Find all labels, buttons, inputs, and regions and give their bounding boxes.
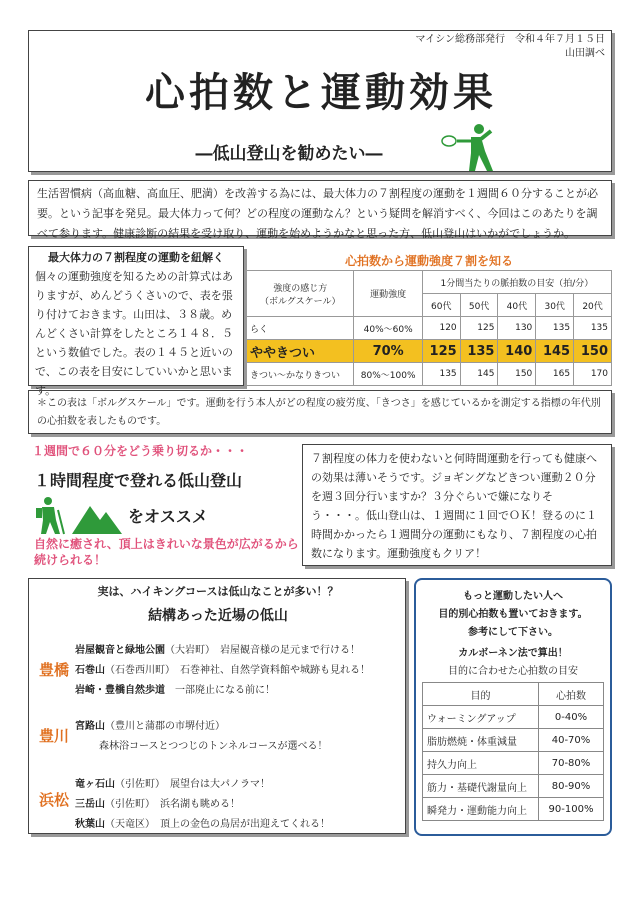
list-item: 竜ヶ石山（引佐町） 展望台は大パノラマ！ <box>75 779 270 790</box>
hr-table-title: 心拍数から運動強度７割を知る <box>344 254 513 268</box>
mountain-line1: １時間程度で登れる低山登山 <box>34 471 243 490</box>
city-label: 豊川 <box>39 727 70 745</box>
mountain-line2: をオススメ <box>128 507 208 526</box>
table-row <box>423 798 604 821</box>
method-label: カルボーネン法で算出！ <box>458 648 568 659</box>
list-item: 岩崎・豊橋自然歩道 一部廃止になる前に！ <box>75 685 275 696</box>
cell-goal: 瞬発力・運動能力向上 <box>423 798 539 821</box>
mountain-icon <box>72 506 122 534</box>
cell-rate: 80-90% <box>539 775 604 798</box>
hr-table <box>246 270 612 386</box>
intro-paragraph: 生活習慣病（高血糖、高血圧、肥満）を改善する為には、最大体力の７割程度の運動を１週間６０分することが必要。という記事を発見。最大体力って何？どの程度の運動なん？という疑問を解消すべく、今回はこのあたりを調べて参ります。健康診断の結果を受け取り、運動を始めようかなと思った方、低山登山はいかがでしょうか。 <box>28 180 612 236</box>
author: 山田調べ <box>565 48 605 59</box>
list-item: 秋葉山（天竜区） 頂上の金色の鳥居が出迎えてくれる！ <box>75 819 330 830</box>
cell-rate: 90-100% <box>539 798 604 821</box>
issue-date: マイシン総務部発行 令和４年７月１５日 <box>415 34 605 45</box>
cell-goal: 筋力・基礎代謝量向上 <box>423 775 539 798</box>
hiker-mountain-icons <box>34 496 124 536</box>
cell-bpm: 135 <box>422 363 460 386</box>
issuer-line <box>415 33 605 61</box>
mountain-tagline: 自然に癒され、頂上はきれいな景色が広がるから続けられる！ <box>34 537 299 567</box>
mountain-question: １週間で６０分をどう乗り切るか・・・ <box>32 444 249 458</box>
list-item: 宮路山（豊川と蒲郡の市堺付近） <box>75 721 225 732</box>
hikes-title: 結構あった近場の低山 <box>148 608 288 624</box>
cell-intensity: 40%～60% <box>354 317 422 340</box>
table-row <box>423 706 604 729</box>
cell-goal: ウォーミングアップ <box>423 706 539 729</box>
cell-intensity: 80%～100% <box>354 363 422 386</box>
more-intro: もっと運動したい人へ 目的別心拍数も置いておきます。 参考にして下さい。 <box>438 591 588 638</box>
cell-bpm: 135 <box>536 317 574 340</box>
more-exercise-box <box>414 578 612 836</box>
mountain-explanation: ７割程度の体力を使わないと何時間運動を行っても健康への効果は薄いそうです。ジョギングなどきつい運動２０分を週３回分行いますか？３分ぐらいで嫌になりそう・・・。低山登山は、１週間に１回でＯＫ！登るのに１時間かかったら１週間分の運動にもなり、７割程度の心拍数になります。運動強度もクリア！ <box>302 444 612 566</box>
list-item: 三岳山（引佐町） 浜名湖も眺める！ <box>75 799 240 810</box>
cell-rate: 0-40% <box>539 706 604 729</box>
table-row <box>423 683 604 706</box>
goal-table <box>422 682 604 821</box>
table-row <box>247 271 612 294</box>
table-row <box>423 775 604 798</box>
list-item: 森林浴コースとつつじのトンネルコースが選べる！ <box>99 741 328 752</box>
calc-heading: 最大体力の７割程度の運動を紐解く <box>48 251 224 264</box>
header-box <box>28 30 612 172</box>
goal-table-caption: 目的に合わせた心拍数の目安 <box>448 666 578 677</box>
calc-box <box>28 246 244 397</box>
cell-bpm: 130 <box>498 317 536 340</box>
header-age: 30代 <box>536 294 574 317</box>
cell-bpm: 170 <box>574 363 612 386</box>
cell-bpm: 125 <box>460 317 498 340</box>
page-title: 心拍数と運動効果 <box>145 70 497 116</box>
header-bpm: 1分間当たりの脈拍数の目安（拍/分） <box>422 271 611 294</box>
cell-bpm: 135 <box>574 317 612 340</box>
cell-bpm: 125 <box>422 340 460 363</box>
cell-bpm: 145 <box>536 340 574 363</box>
cell-rate: 40-70% <box>539 729 604 752</box>
page-subtitle: ―低山登山を勧めたい― <box>195 144 383 164</box>
borg-scale-note: ＊この表は「ボルグスケール」です。運動を行う本人がどの程度の疲労度、「きつさ」を感じているかを測定する指標の年代別の心拍数を表したものです。 <box>28 390 612 434</box>
hikes-question: 実は、ハイキングコースは低山なことが多い！？ <box>97 585 339 598</box>
cell-bpm: 145 <box>460 363 498 386</box>
city-label: 豊橋 <box>39 661 70 679</box>
hiker-icon <box>36 497 64 534</box>
cell-bpm: 135 <box>460 340 498 363</box>
header-age: 60代 <box>422 294 460 317</box>
cell-intensity: 70% <box>354 340 422 363</box>
header-age: 50代 <box>460 294 498 317</box>
header-feel: 強度の感じ方 （ボルグスケール） <box>247 271 354 317</box>
cell-goal: 脂肪燃焼・体重減量 <box>423 729 539 752</box>
table-row <box>247 363 612 386</box>
cell-bpm: 150 <box>574 340 612 363</box>
cell-bpm: 120 <box>422 317 460 340</box>
cell-feel: らく <box>247 317 354 340</box>
header-rate: 心拍数 <box>539 683 604 706</box>
calc-body: 個々の運動強度を知るための計算式はありますが、めんどうくさいので、表を張り付けておきます。山田は、３８歳。めんどくさい計算をしたところ１４８．５という数値でした。表の１４５と近いので、この表を目安にしていいかと思います。 <box>35 270 233 397</box>
cell-feel: ややきつい <box>247 340 354 363</box>
header-age: 40代 <box>498 294 536 317</box>
table-row-highlight <box>247 340 612 363</box>
local-hikes-box <box>28 578 406 834</box>
header-age: 20代 <box>574 294 612 317</box>
runner-with-racket-icon <box>441 121 501 173</box>
list-item: 石巻山（石巻西川町） 石巻神社、自然学資料館や城跡も見れる！ <box>75 665 370 676</box>
cell-rate: 70-80% <box>539 752 604 775</box>
table-row <box>423 752 604 775</box>
cell-goal: 持久力向上 <box>423 752 539 775</box>
city-label: 浜松 <box>39 791 70 809</box>
table-row <box>423 729 604 752</box>
cell-bpm: 140 <box>498 340 536 363</box>
cell-bpm: 150 <box>498 363 536 386</box>
header-intensity: 運動強度 <box>354 271 422 317</box>
list-item: 岩屋観音と緑地公園（大岩町） 岩屋観音様の足元まで行ける！ <box>75 645 360 656</box>
cell-bpm: 165 <box>536 363 574 386</box>
table-row <box>247 317 612 340</box>
mountain-promo <box>28 440 300 570</box>
header-goal: 目的 <box>423 683 539 706</box>
cell-feel: きつい～かなりきつい <box>247 363 354 386</box>
